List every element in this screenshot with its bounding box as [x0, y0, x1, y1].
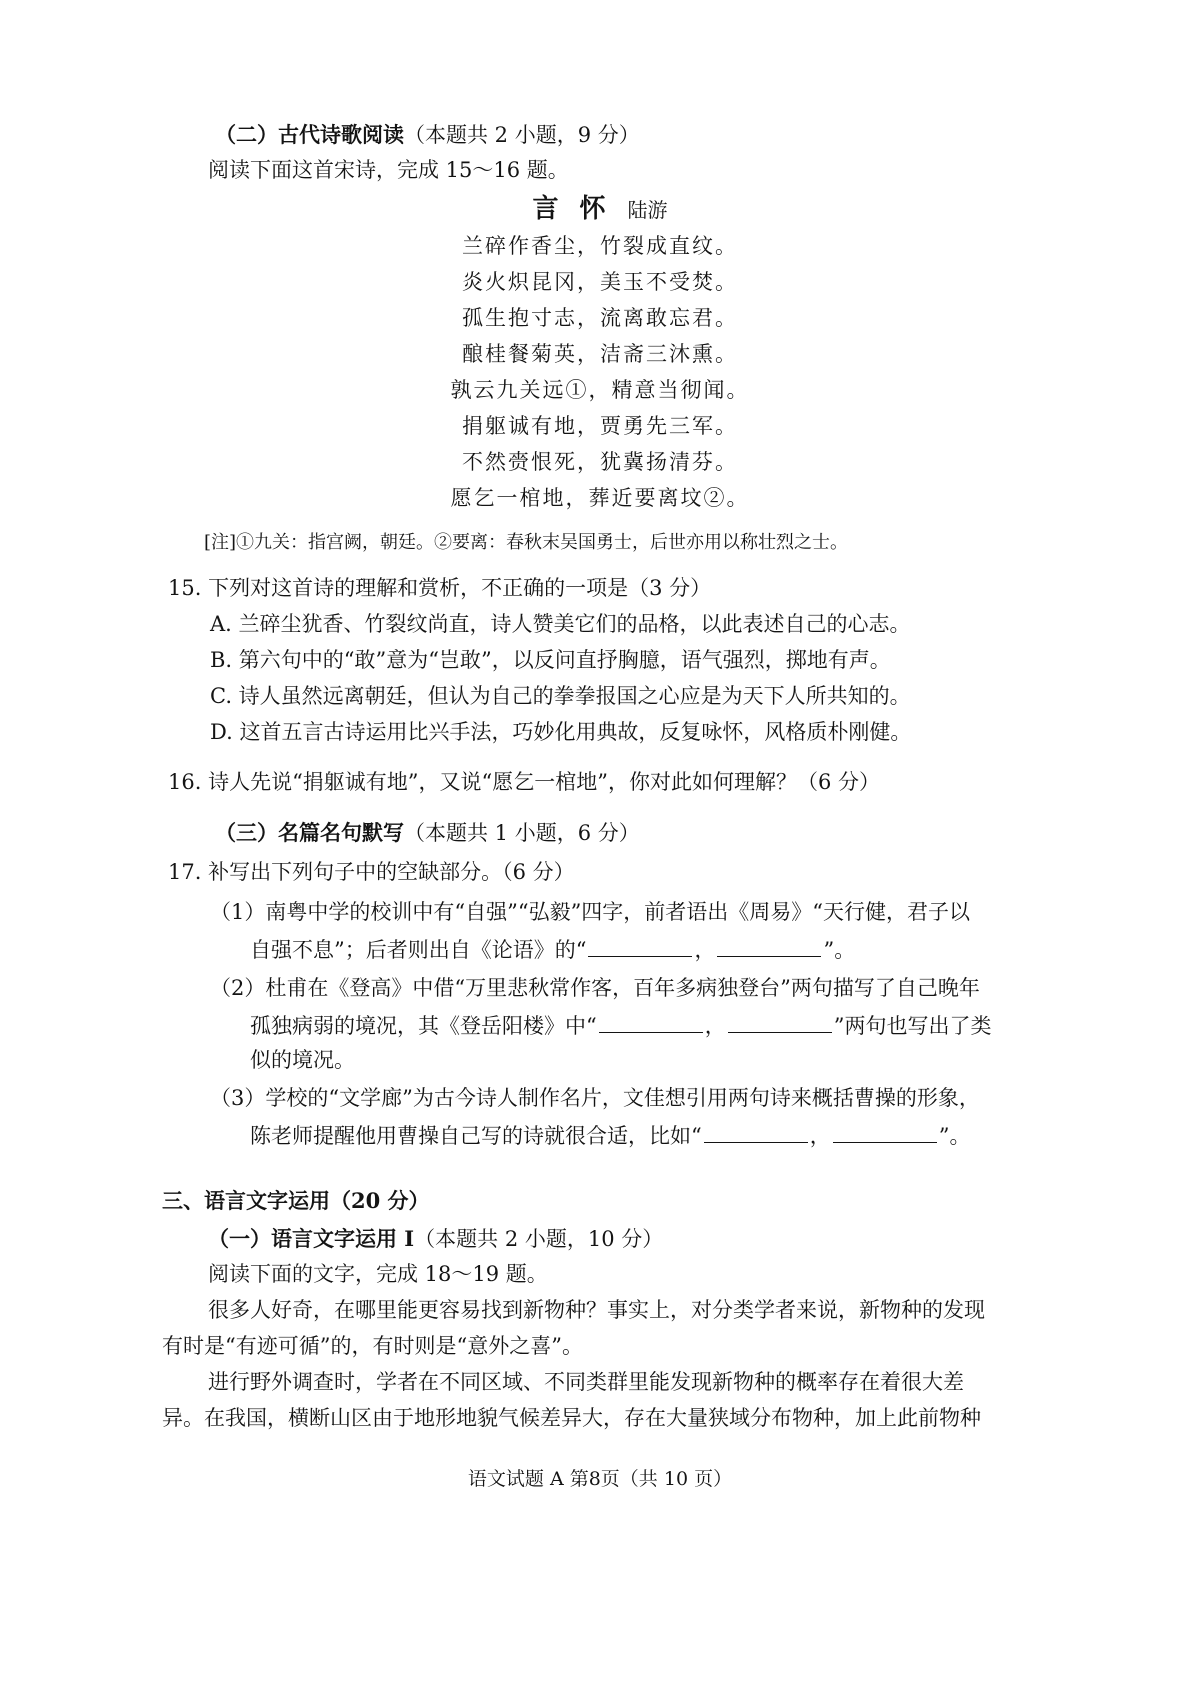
passage-line: 有时是“有迹可循”的，有时则是“意外之喜”。 — [162, 1334, 583, 1358]
text-fragment: ， — [809, 1124, 831, 1148]
poem-annotation: [注]①九关：指宫阙，朝廷。②要离：春秋末吴国勇士，后世亦用以称壮烈之士。 — [204, 532, 849, 553]
poem-title: 言 怀 — [532, 194, 612, 224]
text-fragment: ， — [704, 1014, 726, 1038]
answer-blank[interactable] — [728, 1014, 832, 1033]
poem-author: 陆游 — [627, 198, 668, 222]
question-17-item-2-line — [250, 1014, 991, 1037]
text-fragment: ”。 — [823, 938, 856, 962]
question-16-stem: 16. 诗人先说“捐躯诚有地”，又说“愿乞一棺地”，你对此如何理解？（6 分） — [168, 770, 881, 794]
part-3-heading: 三、语言文字运用（20 分） — [162, 1188, 430, 1213]
question-15-option-a: A. 兰碎尘犹香、竹裂纹尚直，诗人赞美它们的品格，以此表述自己的心志。 — [210, 612, 911, 636]
poem-line: 孤生抱寸志，流离敢忘君。 — [462, 306, 738, 330]
text-fragment: ”。 — [938, 1124, 971, 1148]
passage-line: 异。在我国，横断山区由于地形地貌气候差异大，存在大量狭域分布物种，加上此前物种 — [162, 1406, 981, 1430]
section-heading-text: （一）语言文字运用 Ⅰ — [208, 1226, 415, 1251]
passage-line: 进行野外调查时，学者在不同区域、不同类群里能发现新物种的概率存在着很大差 — [208, 1370, 964, 1394]
question-17-item-2-line: 似的境况。 — [250, 1048, 355, 1072]
passage-line: 很多人好奇，在哪里能更容易找到新物种？事实上，对分类学者来说，新物种的发现 — [208, 1298, 985, 1322]
question-15-option-b: B. 第六句中的“敢”意为“岂敢”，以反问直抒胸臆，语气强烈，掷地有声。 — [210, 648, 891, 672]
poem-title-row — [0, 196, 1200, 222]
answer-blank[interactable] — [717, 938, 821, 957]
section-heading-text: （三）名篇名句默写 — [215, 820, 404, 845]
poem-line: 炎火炽昆冈，美玉不受焚。 — [462, 270, 738, 294]
poem-line: 酿桂餐菊英，洁斋三沐熏。 — [462, 342, 738, 366]
section-heading-poetry — [215, 124, 640, 146]
poem-line: 孰云九关远①，精意当彻闻。 — [450, 378, 750, 402]
poem-line: 捐躯诚有地，贾勇先三军。 — [462, 414, 738, 438]
question-15-option-c: C. 诗人虽然远离朝廷，但认为自己的拳拳报国之心应是为天下人所共知的。 — [210, 684, 911, 708]
page-footer: 语文试题 A 第8页（共 10 页） — [467, 1468, 733, 1490]
answer-blank[interactable] — [833, 1124, 937, 1143]
answer-blank[interactable] — [704, 1124, 808, 1143]
section-heading-note: （本题共 1 小题，6 分） — [404, 821, 640, 845]
part-3-instruction: 阅读下面的文字，完成 18～19 题。 — [208, 1262, 548, 1286]
text-fragment: ”两句也写出了类 — [833, 1014, 992, 1038]
text-fragment: 陈老师提醒他用曹操自己写的诗就很合适，比如“ — [250, 1124, 702, 1148]
text-fragment: 孤独病弱的境况，其《登岳阳楼》中“ — [250, 1014, 597, 1038]
section-heading-text: （二）古代诗歌阅读 — [215, 122, 404, 147]
answer-blank[interactable] — [599, 1014, 703, 1033]
question-17-stem: 17. 补写出下列句子中的空缺部分。（6 分） — [168, 860, 575, 884]
text-fragment: 自强不息”；后者则出自《论语》的“ — [250, 938, 587, 962]
poetry-instruction: 阅读下面这首宋诗，完成 15～16 题。 — [208, 158, 569, 182]
poem-line: 不然赍恨死，犹冀扬清芬。 — [462, 450, 738, 474]
poem-line: 兰碎作香尘，竹裂成直纹。 — [462, 234, 738, 258]
text-fragment: ， — [694, 938, 716, 962]
question-17-item-1-line — [250, 938, 855, 961]
section-heading-dictation — [215, 822, 640, 844]
part-3-sub-heading — [208, 1228, 663, 1250]
question-17-item-3-line: （3）学校的“文学廊”为古今诗人制作名片，文佳想引用两句诗来概括曹操的形象， — [210, 1086, 980, 1110]
section-heading-note: （本题共 2 小题，9 分） — [404, 123, 640, 147]
question-17-item-3-line — [250, 1124, 970, 1147]
question-15-stem: 15. 下列对这首诗的理解和赏析，不正确的一项是（3 分） — [168, 576, 712, 600]
section-heading-note: （本题共 2 小题，10 分） — [414, 1227, 664, 1251]
poem-line: 愿乞一棺地，葬近要离坟②。 — [450, 486, 750, 510]
question-17-item-1-line: （1）南粤中学的校训中有“自强”“弘毅”四字，前者语出《周易》“天行健，君子以 — [210, 900, 971, 924]
question-15-option-d: D. 这首五言古诗运用比兴手法，巧妙化用典故，反复咏怀，风格质朴刚健。 — [210, 720, 912, 744]
answer-blank[interactable] — [588, 938, 692, 957]
question-17-item-2-line: （2）杜甫在《登高》中借“万里悲秋常作客，百年多病独登台”两句描写了自己晚年 — [210, 976, 980, 1000]
